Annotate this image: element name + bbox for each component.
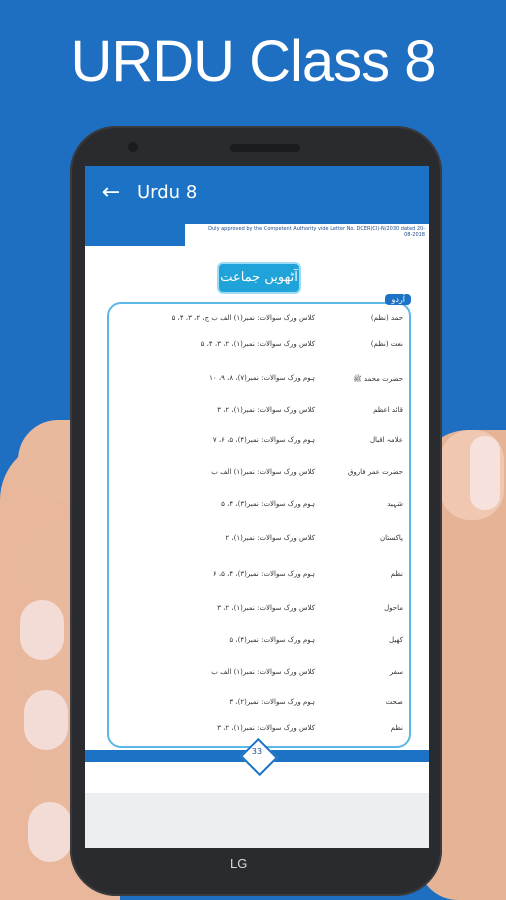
row-detail: ہوم ورک سوالات: نمبر(۴)، ۵، ۶، ۷ (212, 436, 315, 444)
row-detail: کلاس ورک سوالات: نمبر(۱)، ۲، ۳ (217, 604, 315, 612)
thumb-nail (470, 436, 500, 510)
row-label: کھیل (389, 636, 403, 644)
header-pill: آٹھویں جماعت کے لیے (217, 262, 301, 294)
fingernail (20, 600, 64, 660)
row-detail: کلاس ورک سوالات: نمبر(۱) الف ب ج، ۲، ۳، ۴، ۵ (171, 314, 315, 322)
row-label: حضرت عمر فاروق (347, 468, 403, 476)
row-detail: کلاس ورک سوالات: نمبر(۱)، ۲، ۳ (217, 406, 315, 414)
row-label: شہید (387, 500, 403, 508)
row-detail: کلاس ورک سوالات: نمبر(۱)، ۲، ۳، ۴، ۵ (200, 340, 315, 348)
row-detail: ہوم ورک سوالات: نمبر(۲)، ۳ (229, 698, 315, 706)
row-label: قائد اعظم (373, 406, 403, 414)
row-detail: ہوم ورک سوالات: نمبر(۳)، ۴، ۵، ۶ (212, 570, 315, 578)
row-detail: کلاس ورک سوالات: نمبر(۱) الف ب (211, 468, 315, 476)
headline: URDU Class 8 (70, 29, 436, 94)
row-label: ماحول (384, 604, 403, 612)
phone-brand: LG (230, 856, 248, 871)
row-detail: کلاس ورک سوالات: نمبر(۱) الف ب (211, 668, 315, 676)
row-detail: ہوم ورک سوالات: نمبر(۷)، ۸، ۹، ۱۰ (209, 374, 315, 382)
speaker-grill (230, 144, 300, 152)
row-detail: کلاس ورک سوالات: نمبر(۱)، ۲ (225, 534, 315, 542)
row-detail: کلاس ورک سوالات: نمبر(۱)، ۲، ۳ (217, 724, 315, 732)
approval-text: Duly approved by the Competent Authority vide Letter No. DCER(Cl)-N/2030 dated 20-08-2018 (208, 226, 425, 238)
app-title: Urdu 8 (137, 181, 198, 203)
fingernail (28, 802, 72, 862)
row-label: پاکستان (379, 534, 403, 542)
row-label: حضرت محمد ﷺ (353, 375, 403, 383)
row-label: صحت (385, 698, 403, 706)
row-detail: ہوم ورک سوالات: نمبر(۳)، ۴، ۵ (221, 500, 315, 508)
row-label: نظم (390, 724, 403, 732)
row-label: علامہ اقبال (369, 436, 403, 444)
subject-tag: اُردو (385, 294, 411, 305)
content-box (107, 295, 411, 748)
row-label: نظم (390, 570, 403, 578)
row-label: نعت (نظم) (370, 340, 403, 348)
row-label: سفر (389, 668, 403, 676)
row-detail: ہوم ورک سوالات: نمبر(۴)، ۵ (229, 636, 315, 644)
app-bar (85, 166, 429, 218)
arrow-left-icon[interactable]: ← (101, 179, 121, 205)
screen (85, 166, 429, 848)
page-number: 33 (251, 747, 263, 756)
fingernail (24, 690, 68, 750)
document-page[interactable] (85, 218, 429, 793)
camera-icon (128, 142, 138, 152)
row-label: حمد (نظم) (370, 314, 403, 322)
